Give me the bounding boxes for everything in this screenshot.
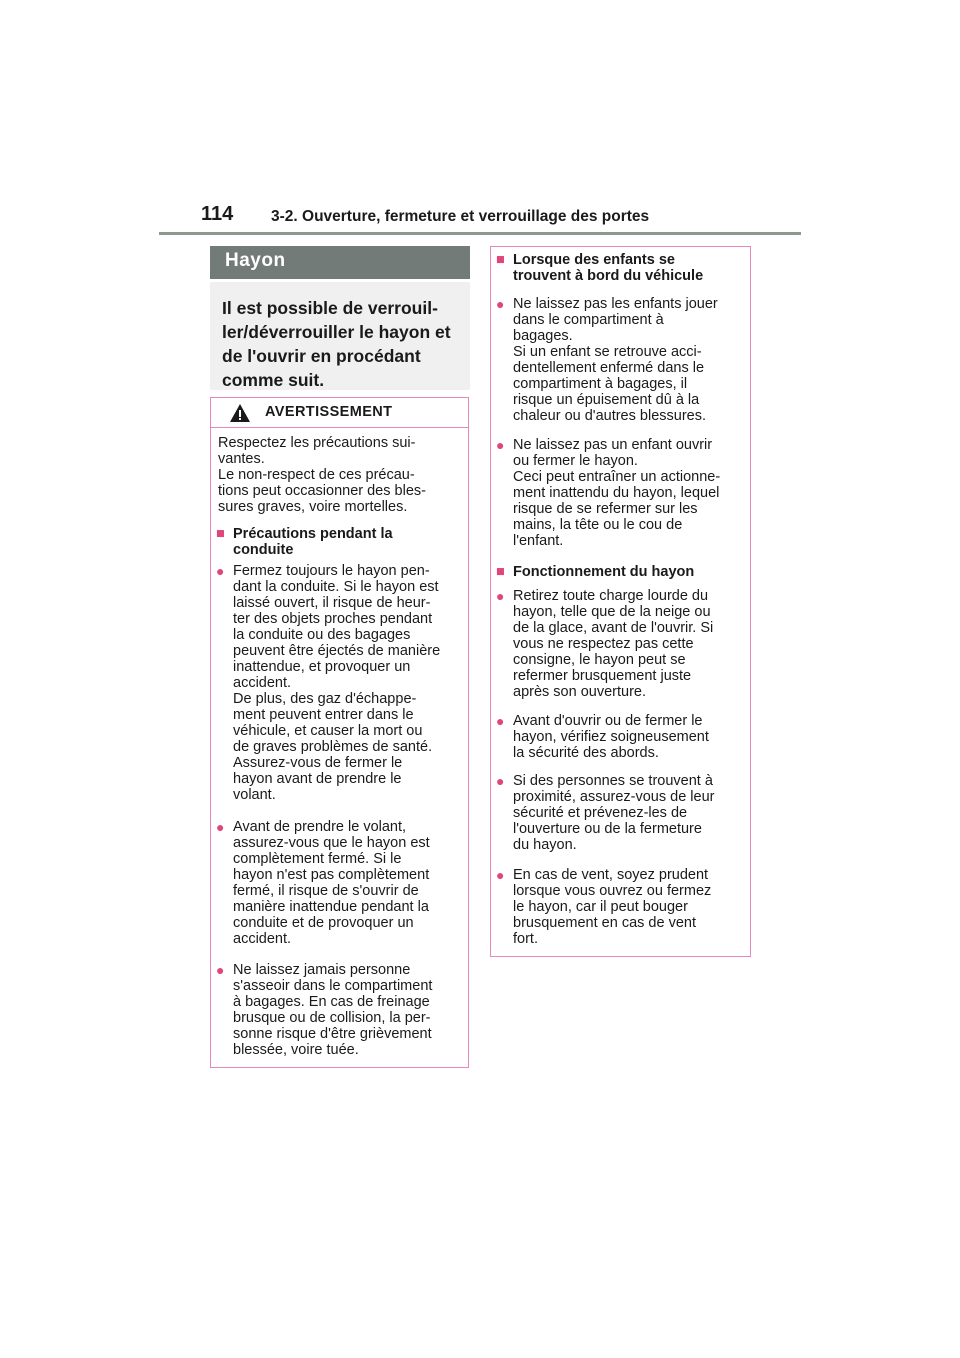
bullet-text: Ne laissez pas les enfants jouer dans le compartiment à bagages. Si un enfant se retrouve acci- dentellement enfermé dans le compartiment à bagages, il risque un épuisement dû à la chaleur ou d'autres blessures. <box>513 296 718 424</box>
square-marker-icon: ■ <box>496 252 505 268</box>
operation-subsection <box>496 564 746 582</box>
bullet-text: Retirez toute charge lourde du hayon, telle que de la neige ou de la glace, avant de l'ouvrir. Si vous ne respectez pas cette consigne, le hayon peut se refermer brusquement juste après son ouverture. <box>513 588 714 700</box>
warning-box <box>210 397 469 1068</box>
bullet-dot-icon: ● <box>216 563 225 579</box>
children-subsection <box>496 252 746 286</box>
intro-box <box>210 282 470 390</box>
warning-subsection <box>216 526 461 560</box>
bullet-dot-icon: ● <box>496 437 505 453</box>
operation-subsection-title: Fonctionnement du hayon <box>513 564 695 580</box>
intro-text: Il est possible de verrouil- ler/déverrouiller le hayon et de l'ouvrir en procédant comme suit. <box>222 298 451 390</box>
bullet-dot-icon: ● <box>496 713 505 729</box>
bullet-text: Avant de prendre le volant, assurez-vous que le hayon est complètement fermé. Si le hayon n'est pas complètement fermé, il risque de s'ouvrir de manière inattendue pendant la conduite et de provoquer un accident. <box>233 819 430 947</box>
list-item <box>216 563 466 803</box>
bullet-text: Si des personnes se trouvent à proximité, assurez-vous de leur sécurité et prévenez-les de l'ouverture ou de la fermeture du hayon. <box>513 773 715 853</box>
hayon-title: Hayon <box>225 250 286 271</box>
bullet-text: En cas de vent, soyez prudent lorsque vous ouvrez ou fermez le hayon, car il peut bouger brusquement en cas de vent fort. <box>513 867 712 947</box>
bullet-dot-icon: ● <box>496 588 505 604</box>
list-item <box>496 437 746 552</box>
section-title: 3-2. Ouverture, fermeture et verrouillage des portes <box>271 208 650 225</box>
bullet-dot-icon: ● <box>496 773 505 789</box>
list-item <box>496 713 746 763</box>
list-item <box>216 962 466 1060</box>
list-item <box>216 819 466 949</box>
warning-intro: Respectez les précautions sui- vantes. Le non-respect de ces précau- tions peut occasionner des bles- sures graves, voire mortelles. <box>218 435 426 515</box>
hayon-title-bar <box>210 246 470 279</box>
bullet-text: Ne laissez jamais personne s'asseoir dans le compartiment à bagages. En cas de freinage brusque ou de collision, la per- sonne risque d'être grièvement blessée, voire tuée. <box>233 962 433 1058</box>
bullet-text: Avant d'ouvrir ou de fermer le hayon, vérifiez soigneusement la sécurité des abords. <box>513 713 709 761</box>
square-marker-icon: ■ <box>216 526 225 542</box>
list-item <box>496 867 746 949</box>
list-item <box>496 296 746 426</box>
list-item <box>496 773 746 855</box>
bullet-text: Fermez toujours le hayon pen- dant la conduite. Si le hayon est laissé ouvert, il risque de heur- ter des objets proches pendant la conduite ou des bagages peuvent être éjectés de manière inattendue, et provoquer un accident. De plus, des gaz d'échappe- ment peuvent entrer dans le véhicule, et causer la mort ou de graves problèmes de santé. Assurez-vous de fermer le hayon avant de prendre le volant. <box>233 563 441 803</box>
bullet-dot-icon: ● <box>496 867 505 883</box>
square-marker-icon: ■ <box>496 564 505 580</box>
warning-triangle-icon <box>229 403 251 423</box>
header-divider <box>159 232 801 235</box>
page-number: 114 <box>201 203 234 225</box>
children-safety-box <box>490 246 751 957</box>
page-header <box>159 203 801 233</box>
warning-subsection-title: Précautions pendant la conduite <box>233 526 393 558</box>
children-subsection-title: Lorsque des enfants se trouvent à bord du véhicule <box>513 252 704 284</box>
bullet-dot-icon: ● <box>216 819 225 835</box>
warning-header <box>211 398 468 428</box>
bullet-dot-icon: ● <box>216 962 225 978</box>
warning-title: AVERTISSEMENT <box>265 404 393 420</box>
bullet-dot-icon: ● <box>496 296 505 312</box>
list-item <box>496 588 746 703</box>
bullet-text: Ne laissez pas un enfant ouvrir ou fermer le hayon. Ceci peut entraîner un actionne- ment inattendu du hayon, lequel risque de se refermer sur les mains, la tête ou le cou de l'enfant. <box>513 437 721 549</box>
